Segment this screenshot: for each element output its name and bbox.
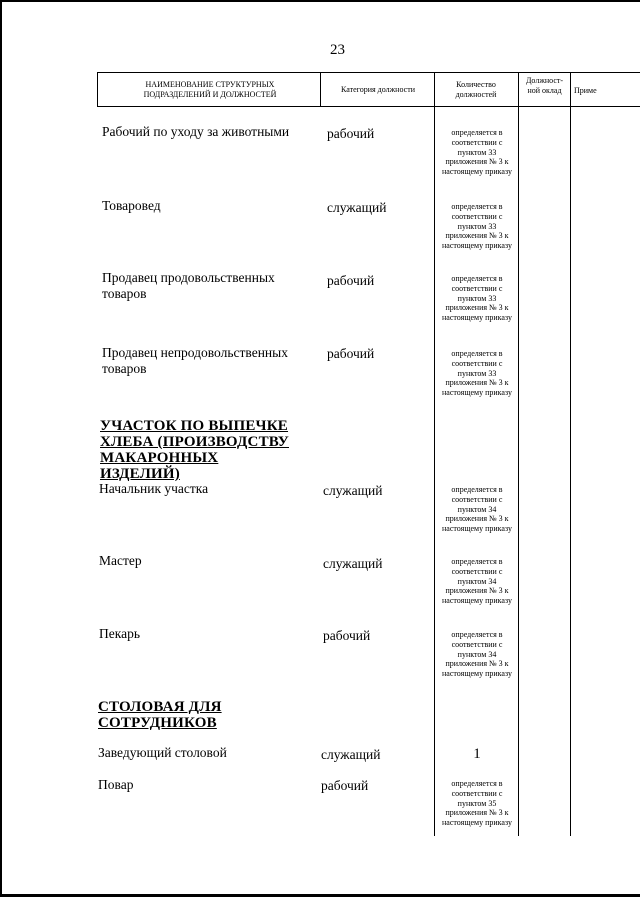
header-note-column: Приме [574, 86, 597, 95]
position-category: служащий [323, 483, 383, 498]
header-name-column: НАИМЕНОВАНИЕ СТРУКТУРНЫХ ПОДРАЗДЕЛЕНИЙ И ДОЛЖНОСТЕЙ [143, 80, 277, 99]
position-category: служащий [321, 747, 381, 762]
position-category: рабочий [327, 273, 375, 288]
header-salary-column: Должност-ной оклад [525, 76, 564, 95]
column-divider-quantity-right [518, 72, 519, 836]
position-name: Рабочий по уходу за животными [102, 124, 290, 139]
position-name: Повар [98, 777, 134, 792]
scan-border-top [0, 0, 640, 2]
position-quantity: определяется в соответствии с пунктом 33 приложения № 3 к настоящему приказу [442, 274, 512, 323]
position-name: Продавец непродовольственных товаров [102, 345, 288, 376]
header-left-border [97, 72, 98, 107]
position-category: рабочий [323, 628, 371, 643]
position-quantity: 1 [473, 746, 481, 762]
position-name: Пекарь [99, 626, 140, 641]
header-category-column: Категория должности [341, 85, 415, 94]
column-divider-salary-right [570, 72, 571, 836]
header-bottom-border [97, 106, 640, 107]
position-category: рабочий [327, 126, 375, 141]
position-name: Заведующий столовой [98, 745, 227, 760]
position-quantity: определяется в соответствии с пунктом 33 приложения № 3 к настоящему приказу [442, 128, 512, 177]
header-divider-1 [320, 72, 321, 107]
position-quantity: определяется в соответствии с пунктом 35 приложения № 3 к настоящему приказу [442, 779, 512, 828]
position-category: служащий [323, 556, 383, 571]
page-number: 23 [330, 42, 345, 58]
scan-border-left [0, 0, 2, 897]
position-quantity: определяется в соответствии с пунктом 34 приложения № 3 к настоящему приказу [442, 630, 512, 679]
position-quantity: определяется в соответствии с пунктом 34 приложения № 3 к настоящему приказу [442, 557, 512, 606]
position-name: Мастер [99, 553, 142, 568]
position-name: Начальник участка [99, 481, 209, 496]
position-quantity: определяется в соответствии с пунктом 33 приложения № 3 к настоящему приказу [442, 202, 512, 251]
section-heading-canteen: СТОЛОВАЯ ДЛЯ СОТРУДНИКОВ [98, 699, 222, 731]
position-name: Продавец продовольственных товаров [102, 270, 275, 301]
position-quantity: определяется в соответствии с пунктом 33 приложения № 3 к настоящему приказу [442, 349, 512, 398]
table-top-border [97, 72, 640, 73]
section-heading-bakery: УЧАСТОК ПО ВЫПЕЧКЕ ХЛЕБА (ПРОИЗВОДСТВУ МАКАРОННЫХ ИЗДЕЛИЙ) [100, 418, 289, 482]
position-quantity: определяется в соответствии с пунктом 34 приложения № 3 к настоящему приказу [442, 485, 512, 534]
position-category: рабочий [327, 346, 375, 361]
position-category: рабочий [321, 778, 369, 793]
header-quantity-column: Количество должностей [455, 80, 497, 99]
position-name: Товаровед [102, 198, 161, 213]
column-divider-quantity-left [434, 72, 435, 836]
position-category: служащий [327, 200, 387, 215]
